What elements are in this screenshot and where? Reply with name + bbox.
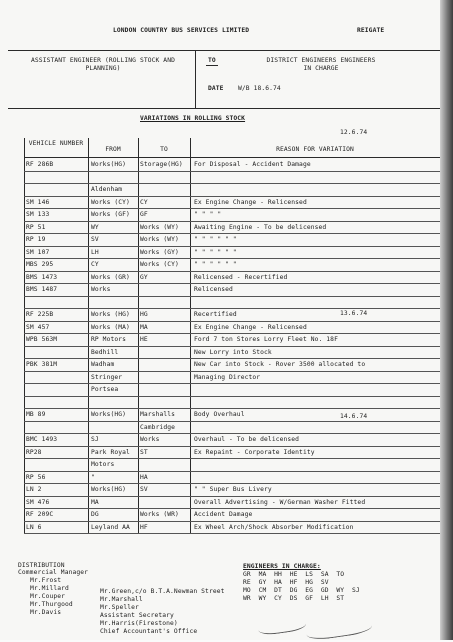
cell-vehicle: SM 476 [26,499,50,506]
cell-from: DG [91,511,99,518]
cell-vehicle: RP28 [26,449,42,456]
column-rule [138,138,139,533]
row-rule [24,358,440,359]
cell-from: LH [91,249,99,256]
column-header-vehicle: VEHICLE NUMBER [28,140,84,147]
cell-to: Storage(HG) [140,161,183,168]
cell-vehicle: RP 56 [26,474,46,481]
cell-reason: Managing Director [194,374,261,381]
row-rule [24,258,440,259]
cell-reason: " " " " " " [194,261,237,268]
cell-reason: Awaiting Engine - To be delicensed [194,224,327,231]
cell-to: Works (WR) [140,511,179,518]
row-rule [24,246,440,247]
cell-reason: " " " " [194,211,222,218]
location-name: REIGATE [357,27,385,34]
row-rule [24,221,440,222]
cell-vehicle: SM 133 [26,211,50,218]
cell-to: Works (GY) [140,249,179,256]
date-marker: 12.6.74 [340,129,368,136]
date-label: DATE [208,85,224,92]
engineer-code-row: WR WY CY DS GF LH ST [243,595,345,602]
cell-reason: Ex Engine Change - Relicensed [194,324,307,331]
distribution-name: Mr.Green,c/o B.T.A.Newman Street [100,588,225,595]
cell-to: SV [140,486,148,493]
column-rule [24,138,25,533]
cell-vehicle: RP 19 [26,236,46,243]
date-marker: 14.6.74 [340,413,368,420]
cell-to: CY [140,199,148,206]
cell-vehicle: SM 107 [26,249,50,256]
row-rule [24,396,440,397]
signature-mark-2 [305,615,373,641]
row-rule [24,333,440,334]
cell-to: Works (CY) [140,261,179,268]
header-rule-bottom [8,108,440,109]
row-rule [24,196,440,197]
row-rule [24,171,440,172]
cell-from: Leyland AA [91,524,130,531]
cell-reason: New Car into Stock - Rover 3500 allocated to [194,361,366,368]
cell-reason: Overhaul - To be delicensed [194,436,300,443]
cell-vehicle: RF 225B [26,311,54,318]
company-name: LONDON COUNTRY BUS SERVICES LIMITED [113,27,250,34]
row-rule [24,208,440,209]
cell-from: Park Royal [91,449,130,456]
cell-vehicle: BMS 1473 [26,274,58,281]
cell-from: Wadham [91,361,115,368]
column-rule [190,138,191,533]
header-rule-top [8,50,440,51]
row-rule [24,521,440,522]
cell-reason: Recertified [194,311,237,318]
cell-from: Stringer [91,374,123,381]
cell-vehicle: MB 89 [26,411,46,418]
cell-vehicle: RF 209C [26,511,54,518]
cell-from: Portsea [91,386,119,393]
cell-reason: Accident Damage [194,511,253,518]
cell-from: MA [91,499,99,506]
row-rule [24,296,440,297]
cell-reason: Relicensed - Recertified [194,274,288,281]
cell-to: HE [140,336,148,343]
scan-edge-shadow [440,0,453,640]
engineers-label: ENGINEERS IN CHARGE: [243,563,321,570]
row-rule [24,458,440,459]
cell-from: CY [91,261,99,268]
distribution-name: Mr.Marshall [100,596,143,603]
distribution-name: Mr.Harris(Firestone) [100,620,178,627]
cell-reason: Ford 7 ton Stores Lorry Fleet No. 18F [194,336,338,343]
distribution-label: DISTRIBUTION [18,562,65,569]
cell-from: Works (HG) [91,311,130,318]
cell-from: Works(HG) [91,161,127,168]
date-value: W/B 18.6.74 [238,85,281,92]
row-rule [24,471,440,472]
cell-from: SV [91,236,99,243]
row-rule [24,271,440,272]
cell-reason: Body Overhaul [194,411,245,418]
document-title: VARIATIONS IN ROLLING STOCK [140,115,246,122]
cell-to: Works (WY) [140,224,179,231]
engineer-code-row: GR MA HH HE LS SA TO [243,571,345,578]
cell-reason: " " Super Bus Livery [194,486,272,493]
row-rule [24,508,440,509]
row-rule [24,421,440,422]
table-header-rule [24,157,440,158]
cell-vehicle: WPB 563M [26,336,58,343]
cell-reason: Overall Advertising - W/German Washer Fitted [194,499,366,506]
cell-to: HF [140,524,148,531]
row-rule [24,496,440,497]
cell-from: Works(HG) [91,411,127,418]
cell-reason: Ex Wheel Arch/Shock Absorber Modification [194,524,354,531]
cell-vehicle: BMC 1493 [26,436,58,443]
cell-vehicle: RP 51 [26,224,46,231]
cell-to: Works (WY) [140,236,179,243]
cell-from: Aldenham [91,186,123,193]
cell-from: Works(HG) [91,486,127,493]
cell-to: GY [140,274,148,281]
cell-to: MA [140,324,148,331]
row-rule [24,408,440,409]
row-rule [24,233,440,234]
row-rule [24,433,440,434]
column-header-from: FROM [105,146,121,153]
cell-to: GF [140,211,148,218]
distribution-name: Chief Accountant's Office [100,628,198,635]
cell-to: Works [140,436,160,443]
cell-from: WY [91,224,99,231]
cell-reason: Ex Engine Change - Relicensed [194,199,307,206]
signature-mark [257,615,307,637]
distribution-name: Assistant Secretary [100,612,174,619]
cell-from: Works (CY) [91,199,130,206]
cell-from: Works (GF) [91,211,130,218]
distribution-name: Mr.Davis [30,609,62,616]
cell-to: HG [140,311,148,318]
row-rule [24,446,440,447]
column-rule [88,138,89,533]
cell-from: Works (GR) [91,274,130,281]
cell-from: " [91,474,95,481]
cell-to: ST [140,449,148,456]
date-marker: 13.6.74 [340,310,368,317]
header-divider [195,50,196,108]
cell-from: Bedhill [91,349,119,356]
cell-vehicle: SM 457 [26,324,50,331]
cell-reason: New Lorry into Stock [194,349,272,356]
cell-reason: Ex Repaint - Corporate Identity [194,449,315,456]
distribution-name: Mr.Speller [100,604,139,611]
row-rule [24,283,440,284]
cell-vehicle: LN 6 [26,524,42,531]
column-header-to: TO [160,146,168,153]
distribution-name: Mr.Thurgood [30,601,73,608]
cell-to: Marshalls [140,411,176,418]
row-rule [24,183,440,184]
cell-from: Motors [91,461,115,468]
engineer-code-row: MO CM DT DG EG GD WY SJ [243,587,360,594]
cell-reason: Relicensed [194,286,233,293]
cell-reason: For Disposal - Accident Damage [194,161,311,168]
cell-from: Works [91,286,111,293]
cell-vehicle: LN 2 [26,486,42,493]
row-rule [24,371,440,372]
cell-vehicle: MBS 295 [26,261,54,268]
cell-from: Works (MA) [91,324,130,331]
from-title: ASSISTANT ENGINEER (ROLLING STOCK AND PLANNING) [31,57,175,72]
engineer-code-row: RE GY HA HF HG SV [243,579,329,586]
cell-reason: " " " " " " [194,236,237,243]
distribution-name: Mr.Frost [30,577,62,584]
cell-to: Cambridge [140,424,176,431]
distribution-name: Commercial Manager [18,569,89,576]
column-header-reason: REASON FOR VARIATION [276,146,354,153]
cell-from: SJ [91,436,99,443]
cell-from: RP Motors [91,336,127,343]
to-label: TO [208,57,216,64]
cell-reason: " " " " " " [194,249,237,256]
row-rule [24,533,440,534]
cell-vehicle: PBK 381M [26,361,58,368]
distribution-name: Mr.Millard [30,585,69,592]
row-rule [24,483,440,484]
to-recipients: DISTRICT ENGINEERS ENGINEERS IN CHARGE [266,57,376,72]
to-underline [206,65,218,66]
row-rule [24,383,440,384]
cell-vehicle: SM 146 [26,199,50,206]
row-rule [24,308,440,309]
distribution-name: Mr.Couper [30,593,66,600]
row-rule [24,346,440,347]
cell-vehicle: RF 286B [26,161,54,168]
cell-vehicle: BMS 1487 [26,286,58,293]
cell-to: HA [140,474,148,481]
row-rule [24,321,440,322]
